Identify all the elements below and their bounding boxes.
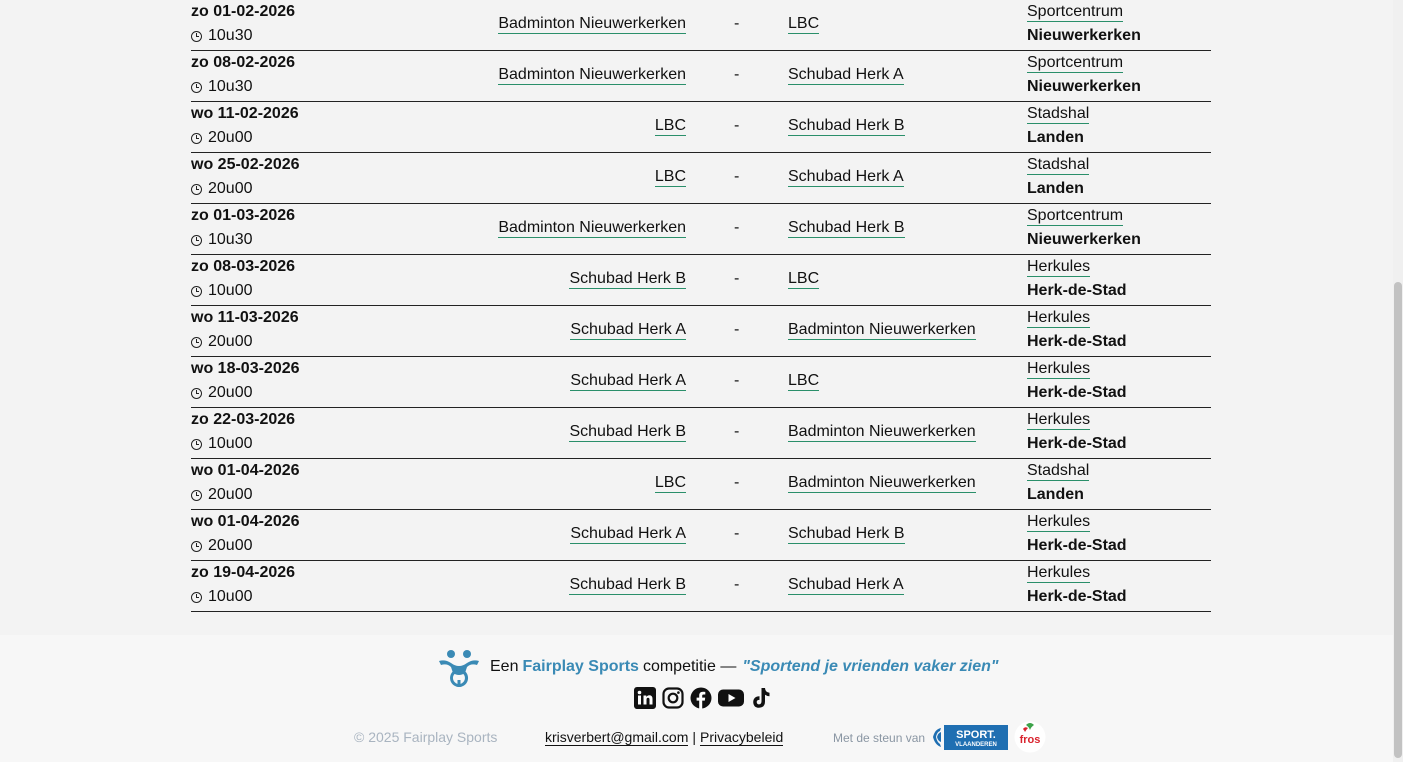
footer-links [545,729,783,745]
home-team-link[interactable]: Schubad Herk A [570,372,686,389]
away-team-link[interactable]: Badminton Nieuwerkerken [788,474,976,491]
footer-tagline [435,647,998,687]
match-time [191,231,253,249]
match-time-value: 10u30 [208,78,253,95]
privacy-link[interactable]: Privacybeleid [700,729,784,745]
fros-logo-text: fros [1019,734,1041,746]
match-date: zo 08-02-2026 [191,54,296,71]
home-team-link[interactable]: Schubad Herk B [569,270,686,287]
venue-link[interactable]: Sportcentrum [1027,3,1124,20]
match-time [191,78,253,96]
venue-link[interactable]: Herkules [1027,258,1091,275]
versus-separator: - [734,321,740,338]
match-time [191,588,253,606]
match-time-value: 10u00 [208,435,253,452]
match-row [191,306,1211,357]
venue-city: Herk-de-Stad [1027,588,1127,605]
match-row [191,510,1211,561]
match-time [191,282,253,300]
away-team-link[interactable]: Schubad Herk A [788,66,904,83]
clock-icon [191,439,202,450]
match-row [191,102,1211,153]
home-team-link[interactable]: LBC [654,168,686,185]
clock-icon [191,82,202,93]
venue-city: Herk-de-Stad [1027,333,1127,350]
versus-separator: - [734,270,740,287]
clock-icon [191,133,202,144]
clock-icon [191,31,202,42]
venue-city: Herk-de-Stad [1027,537,1127,554]
venue-city: Herk-de-Stad [1027,384,1127,401]
youtube-icon[interactable] [718,687,744,709]
match-time [191,333,253,351]
match-time [191,486,253,504]
venue-link[interactable]: Herkules [1027,309,1091,326]
venue-link[interactable]: Stadshal [1027,105,1090,122]
home-team-link[interactable]: LBC [654,474,686,491]
brand-name: Fairplay Sports [522,658,639,675]
home-team-link[interactable]: Badminton Nieuwerkerken [498,66,686,83]
match-date: zo 08-03-2026 [191,258,296,275]
match-time-value: 20u00 [208,384,253,401]
clock-icon [191,592,202,603]
venue-link[interactable]: Stadshal [1027,156,1090,173]
scrollbar-thumb[interactable] [1394,282,1402,758]
match-row [191,561,1211,612]
venue-link[interactable]: Herkules [1027,411,1091,428]
home-team-link[interactable]: LBC [654,117,686,134]
tagline-suffix: competitie — [642,658,737,675]
match-time [191,435,253,453]
fros-logo[interactable] [1014,721,1046,753]
match-time-value: 10u30 [208,27,253,44]
venue-link[interactable]: Herkules [1027,564,1091,581]
match-date: wo 25-02-2026 [191,156,300,173]
match-date: zo 01-02-2026 [191,3,296,20]
venue-link[interactable]: Stadshal [1027,462,1090,479]
match-time [191,384,253,402]
match-time [191,180,253,198]
versus-separator: - [734,15,740,32]
home-team-link[interactable]: Schubad Herk B [569,576,686,593]
match-date: wo 11-03-2026 [191,309,299,326]
tagline-prefix: Een [490,658,519,675]
match-date: zo 01-03-2026 [191,207,296,224]
match-row [191,357,1211,408]
venue-link[interactable]: Sportcentrum [1027,207,1124,224]
clock-icon [191,490,202,501]
away-team-link[interactable]: Badminton Nieuwerkerken [788,321,976,338]
fairplay-logo-icon [435,647,483,687]
sport-logo-line2: VLAANDEREN [955,742,997,748]
tiktok-icon[interactable] [750,687,772,709]
support-label: Met de steun van [833,731,926,745]
match-time-value: 20u00 [208,333,253,350]
match-row [191,153,1211,204]
venue-link[interactable]: Herkules [1027,360,1091,377]
venue-city: Herk-de-Stad [1027,282,1127,299]
home-team-link[interactable]: Badminton Nieuwerkerken [498,15,686,32]
away-team-link[interactable]: Schubad Herk A [788,168,904,185]
venue-city: Landen [1027,180,1084,197]
venue-city: Landen [1027,129,1084,146]
away-team-link[interactable]: Schubad Herk B [788,219,905,236]
versus-separator: - [734,117,740,134]
sport-vlaanderen-logo[interactable] [931,723,1009,751]
venue-city: Nieuwerkerken [1027,27,1141,44]
home-team-link[interactable]: Schubad Herk A [570,321,686,338]
footer [0,635,1393,762]
match-row [191,204,1211,255]
clock-icon [191,235,202,246]
clock-icon [191,541,202,552]
venue-city: Nieuwerkerken [1027,78,1141,95]
venue-link[interactable]: Herkules [1027,513,1091,530]
match-time-value: 20u00 [208,129,253,146]
sport-logo-line1: SPORT. [956,729,996,741]
match-time-value: 20u00 [208,180,253,197]
match-date: zo 22-03-2026 [191,411,296,428]
match-date: wo 18-03-2026 [191,360,300,377]
linkedin-icon[interactable] [634,687,656,709]
slogan: "Sportend je vrienden vaker zien" [742,658,999,675]
home-team-link[interactable]: Schubad Herk B [569,423,686,440]
away-team-link[interactable]: Schubad Herk A [788,576,904,593]
venue-city: Landen [1027,486,1084,503]
versus-separator: - [734,423,740,440]
match-row [191,459,1211,510]
versus-separator: - [734,168,740,185]
match-time [191,27,253,45]
clock-icon [191,337,202,348]
social-links [634,687,772,709]
match-time [191,537,253,555]
match-row [191,0,1211,51]
copyright: © 2025 Fairplay Sports [354,729,498,745]
away-team-link[interactable]: LBC [788,372,820,389]
match-time [191,129,253,147]
away-team-link[interactable]: Schubad Herk B [788,525,905,542]
facebook-icon[interactable] [690,687,712,709]
versus-separator: - [734,219,740,236]
versus-separator: - [734,525,740,542]
match-time-value: 20u00 [208,486,253,503]
home-team-link[interactable]: Schubad Herk A [570,525,686,542]
match-time-value: 10u30 [208,231,253,248]
venue-city: Herk-de-Stad [1027,435,1127,452]
match-time-value: 10u00 [208,588,253,605]
instagram-icon[interactable] [662,687,684,709]
clock-icon [191,388,202,399]
versus-separator: - [734,372,740,389]
versus-separator: - [734,474,740,491]
match-date: wo 01-04-2026 [191,513,300,530]
match-time-value: 10u00 [208,282,253,299]
link-divider: | [692,729,696,745]
scrollbar[interactable] [1393,0,1403,762]
away-team-link[interactable]: Badminton Nieuwerkerken [788,423,976,440]
match-date: zo 19-04-2026 [191,564,296,581]
venue-link[interactable]: Sportcentrum [1027,54,1124,71]
match-row [191,408,1211,459]
home-team-link[interactable]: Badminton Nieuwerkerken [498,219,686,236]
away-team-link[interactable]: LBC [788,15,820,32]
versus-separator: - [734,66,740,83]
away-team-link[interactable]: Schubad Herk B [788,117,905,134]
match-date: wo 11-02-2026 [191,105,299,122]
email-link[interactable]: krisverbert@gmail.com [545,729,689,745]
match-row [191,255,1211,306]
venue-city: Nieuwerkerken [1027,231,1141,248]
versus-separator: - [734,576,740,593]
match-table [191,0,1211,612]
clock-icon [191,286,202,297]
clock-icon [191,184,202,195]
match-time-value: 20u00 [208,537,253,554]
match-date: wo 01-04-2026 [191,462,300,479]
away-team-link[interactable]: LBC [788,270,820,287]
match-row [191,51,1211,102]
